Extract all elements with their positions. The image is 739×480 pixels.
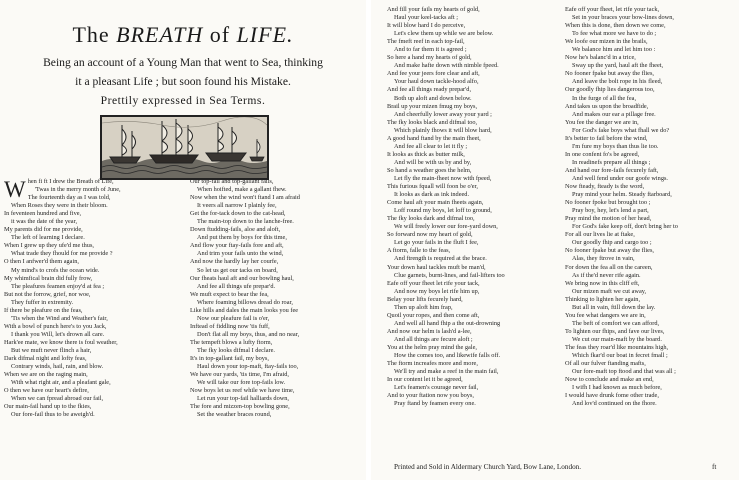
poem-line: Dark difmal night and lofty feas, [4, 355, 87, 363]
right-page [371, 0, 739, 480]
poem-line: And well fend under our goofe wings. [572, 174, 669, 182]
poem-line: When I grew up they ufe'd me thus, [4, 242, 94, 250]
poem-line: And to far them it is agreed ; [394, 46, 467, 54]
poem-line: The fmeft reef in each top-fail, [387, 38, 465, 46]
poem-line: As if the'd never rife again. [572, 271, 641, 279]
poem-line: We have our yards, 'tis time, I'm afraid, [190, 371, 289, 379]
poem-line: I would have drunk fome other trade, [565, 392, 659, 400]
poem-line: Then up aloft him frap, [394, 303, 453, 311]
poem-line: Eafe off your fheet, let rife your tack, [565, 6, 660, 13]
poem-line: But not the forrow, grief, nor woe, [4, 290, 91, 298]
poem-line: It's better to fail before the wind, [565, 134, 648, 142]
subtitle-line-2: it a pleasant Life ; but soon found his Mistake. [75, 75, 291, 88]
poem-line: 'Twas in the merry month of June, [34, 186, 121, 194]
poem-line: When Roses they were in their bloom. [11, 202, 108, 210]
left-page [0, 0, 366, 480]
poem-line: What trade they fhould for me provide ? [11, 250, 113, 258]
poem-line: In readinefs prepare all things ; [572, 158, 651, 166]
poem-line: But we muft never flinch a hair, [11, 346, 92, 354]
poem-line: O then I anfwer'd them again, [4, 258, 79, 266]
poem-line: The beft of comfort we can afford, [572, 319, 660, 327]
poem-line: Don't flat all my boys, thus, and no near, [197, 330, 300, 338]
poem-line: Pray boy, hey, let's lend a part, [572, 207, 649, 215]
poem-line: You at the helm pray mind the gale, [387, 343, 477, 351]
poem-line: My mind's to crofs the ocean wide. [11, 266, 100, 274]
poem-line: And fee all things ufe prepar'd. [197, 282, 276, 290]
poem-line: So hand a weather goes the helm, [387, 166, 472, 174]
poem-line: And takes us upon the broadfide, [565, 102, 649, 110]
poem-line: Haul your keel-tacks aft ; [394, 14, 458, 22]
poem-line: Let fly the main-fheet now with fpeed, [394, 174, 492, 182]
poem-line: My whimfical brain did fully frow, [4, 274, 93, 282]
poem-line: And lov'd continued on the fhore. [572, 400, 657, 408]
poem-column-4 [565, 6, 735, 408]
poem-line: Down ftudding-fails, aloe and aloft, [190, 226, 281, 234]
poem-line: The fore and mizzen-top bowling gone, [190, 403, 290, 411]
poem-line: For all our lives lie at ftake, [565, 231, 635, 239]
poem-line: Set the weather braces round, [197, 411, 272, 419]
poem-line: Come haul aft your main fheets again, [387, 199, 484, 207]
poem-line: Like hills and dales the main looks you fee [190, 306, 299, 314]
poem-line: 'Tis when the Wind and Weather's fair, [11, 314, 108, 322]
poem-line: Now boys let us reef while we have time, [190, 387, 295, 395]
title-mid: of [203, 22, 237, 47]
poem-line: And fee all clear to let it fly ; [394, 142, 468, 150]
poem-line: Let's clew them up while we are below. [394, 30, 494, 38]
title-pre: The [72, 22, 117, 47]
drop-cap: W [4, 177, 26, 202]
poem-line: My parents did for me provide, [4, 226, 83, 234]
poem-line: When hoifted, make a gallant fhew. [197, 186, 287, 194]
poem-line: We muft expect to bear the fea, [190, 290, 269, 298]
poem-line: The fourteenth day as I was told, [27, 194, 111, 202]
poem-line: Where foaming billows dread do roar, [197, 298, 293, 306]
catchword: ft [712, 463, 717, 471]
poem-column-2 [190, 178, 362, 419]
poem-line: The ftorm increafes more and more, [387, 360, 478, 368]
poem-line: Our main-fail hand up to the fkies, [4, 403, 92, 411]
poem-line: The fky looks dark and difmal too, [387, 215, 475, 223]
poem-line: And now my boys let rife him up, [394, 287, 480, 295]
poem-line: And ftrength is required at the brace. [394, 255, 487, 263]
poem-line: And fee your jeers fore clear and aft, [387, 70, 480, 78]
poem-line: Our goodly fhip lies dangerous too, [565, 86, 655, 94]
poem-line: Which fkar'd our boat in fecret fmall ; [572, 352, 668, 360]
poem-line: And make hafte down with nimble fpeed. [394, 62, 499, 70]
ships-at-sea-icon [102, 117, 267, 178]
poem-line: The left of learning I declare. [11, 234, 85, 242]
poem-line: The fky looks black and difmal too, [387, 118, 478, 126]
poem-line: We loofe our mizen in the brails, [565, 38, 648, 46]
poem-line: Both up aloft and down below. [394, 94, 472, 102]
poem-line: You fee the danger we are in, [565, 118, 639, 126]
poem-line: It will blow hard I do perceive, [387, 22, 466, 30]
poem-line: For God's fake keep off, don't bring her to [572, 223, 678, 231]
poem-line: When we are on the raging main, [4, 371, 88, 379]
poem-line: In the furge of all the fea, [572, 94, 637, 102]
poem-line: It looks as dark as ink indeed. [394, 191, 470, 199]
poem-line: And fee all things ready prepar'd, [387, 86, 472, 94]
poem-line: The pleafures feamen enjoy'd at fea ; [11, 282, 105, 290]
poem-line-first: hen fi ft I drew the Breath of Life, [27, 178, 114, 185]
poem-line: And cheerfully lower away your yard ; [394, 110, 492, 118]
page-title [0, 22, 366, 48]
poem-line: And fill your fails my hearts of gold, [387, 6, 480, 13]
poem-line: Contrary winds, hail, rain, and blow. [11, 363, 104, 371]
poem-line: Set in your braces your bow-lines down, [572, 14, 674, 22]
poem-line: Now to conclude and make an end, [565, 376, 654, 384]
poem-line: O then we have our heart's defire, [4, 387, 89, 395]
poem-line: So let us get our tacks on board, [197, 266, 278, 274]
poem-line: Inftead of fiddling now 'tis fuff, [190, 322, 270, 330]
poem-line: And flow your ftay-fails fore and aft, [190, 242, 284, 250]
poem-line: For down the fea all on the careen, [565, 263, 653, 271]
poem-line: Our fore-fail thus to be aweigh'd. [11, 411, 95, 419]
poem-line: Of all our fulver ftanding mafts, [565, 360, 646, 368]
poem-column-1 [4, 178, 174, 419]
poem-line: But all in vain, ftill down the lay. [572, 303, 656, 311]
poem-line: We bring now in this cliff eft, [565, 279, 640, 287]
printer-imprint: Printed and Sold in Aldermary Church Yard, Bow Lane, London. [394, 463, 582, 471]
poem-line: In our content let it be agreed, [387, 376, 463, 384]
poem-line: And all things are fecure aloft ; [394, 335, 473, 343]
poem-column-3 [387, 6, 555, 408]
poem-line: Clue garnets, burnt-lines, and fail-lifters too [394, 271, 505, 279]
subtitle-line-3: Prettily expressed in Sea Terms. [100, 94, 266, 107]
poem-line: So forward now my heart of gold, [387, 231, 473, 239]
poem-line: And put them by boys for this time, [197, 234, 287, 242]
poem-line: Haul down your top-maft, ftay-fails too, [197, 363, 299, 371]
poem-line: In feventeen hundred and five, [4, 210, 82, 218]
poem-line: Thinking to lighten her again, [565, 295, 641, 303]
woodcut-illustration [100, 115, 269, 180]
poem-line: We cut our main-maft by the board. [572, 335, 662, 343]
poem-line: No fooner fpake but away the flies, [565, 247, 654, 255]
poem-line: Get the for-tack down to the cat-head, [190, 210, 286, 218]
poem-line: Our mizen maft we cut away, [572, 287, 647, 295]
poem-line: I'm fure my boys than thus lie too. [572, 142, 659, 150]
poem-line: Your haul down tackle-hood alfo, [394, 78, 479, 86]
poem-line: Brail up your mizen fmug my boys, [387, 102, 478, 110]
poem-line: It veers all narrow I plainly fee, [197, 202, 277, 210]
poem-line: For God's fake boys what fhall we do? [572, 126, 670, 134]
poem-line: Hark'ee mate, we know there is foul weather, [4, 338, 118, 346]
poem-line: To lighten our fhips, and fave our lives, [565, 327, 665, 335]
poem-line: So here a hand my hearts of gold, [387, 54, 472, 62]
poem-line: You fee what dangers we are in, [565, 311, 646, 319]
poem-line: Our top-fail and top-gallant fails, [190, 178, 274, 185]
poem-line: And makes our ear a pillage free. [572, 110, 656, 118]
poem-line: I thank you Will, let's drown all care. [11, 330, 105, 338]
poem-line: No fooner fpake but away the flies, [565, 70, 654, 78]
poem-line: With what right air, and a pleafant gale, [11, 379, 111, 387]
poem-line: We will freely lower our fore-yard down, [394, 223, 498, 231]
poem-line: It's in top-gallant fail, my boys, [190, 355, 269, 363]
poem-line: Our fore-maft top ftood and that was all ; [572, 368, 676, 376]
poem-line: I wifh I had known as much before, [572, 384, 662, 392]
poem-line: Pray ftand by feamen every one. [394, 400, 476, 408]
poem-line: Alas, they ftrove in vain, [572, 255, 635, 263]
poem-line: Our goodly fhip and cargo too ; [572, 239, 652, 247]
poem-line: No fooner fpoke but brought too ; [565, 199, 651, 207]
poem-line: Which plainly fhows it will blow hard, [394, 126, 492, 134]
poem-line: Pray mind the motion of her head, [565, 215, 652, 223]
poem-line: Quoil your ropes, and then come aft, [387, 311, 480, 319]
title-end: LIFE. [236, 22, 294, 47]
poem-line: Now fteady, fteady is the word, [565, 183, 645, 191]
poem-line: Loff round my boys, let loff to ground, [394, 207, 492, 215]
poem-line: In one confent fo's be agreed, [565, 150, 640, 158]
poem-line: It looks as thick as butter milk, [387, 150, 465, 158]
poem-line: They fuffer in extremity. [11, 298, 74, 306]
poem-line: Our fheats haul aft and our bowling haul, [190, 274, 294, 282]
poem-line: Now when the wind won't ftand I am afraid [190, 194, 300, 202]
poem-line: Let's feamen's courage never fail, [394, 384, 479, 392]
poem-line: The main-top down to the lanche-free. [197, 218, 294, 226]
poem-line: How the comes too, and likewife falls off. [394, 352, 501, 360]
poem-line: Now our pleafure fail is o'er, [197, 314, 270, 322]
poem-line: The feas they roar'd like mountains high, [565, 343, 669, 351]
poem-line: To fee what more we have to do ; [572, 30, 657, 38]
poem-line: it was the date of the year, [11, 218, 78, 226]
poem-line: And will be with us by and by, [394, 158, 472, 166]
poem-line: Let go your fails in the fluft I fee, [394, 239, 479, 247]
poem-line: A good hand ftand by the main fheet, [387, 134, 481, 142]
poem-line: The fky looks difmal I declare. [197, 346, 275, 354]
poem-line: With a bowl of punch here's to you Jack, [4, 322, 107, 330]
poem-line: Belay your lifts fecurely hard, [387, 295, 463, 303]
poem-line: We balance him and let him too : [572, 46, 656, 54]
poem-line: Sway up the yard, haul aft the fheet, [572, 62, 664, 70]
poem-line: The tempeft blows a lufty ftorm, [190, 338, 273, 346]
subtitle-line-1: Being an account of a Young Man that went to Sea, thinking [43, 56, 323, 69]
poem-line: When we can fpread abroad our fail, [11, 395, 104, 403]
title-main: BREATH [116, 22, 204, 47]
poem-line: We'll try and make a reef in the main fail, [394, 368, 499, 376]
poem-line: We will take our fore top-fails low. [197, 379, 286, 387]
poem-line: When this is done, then down we come, [565, 22, 666, 30]
poem-line: And well all hand fhip a the out-drowning [394, 319, 501, 327]
poem-line: And now our helm is lash'd a-lee, [387, 327, 472, 335]
poem-line: A ftorm, falle to the feas, [387, 247, 451, 255]
poem-line: And to your ftation now you boys, [387, 392, 474, 400]
poem-line: If there be pleafure on the feas, [4, 306, 83, 314]
poem-line: And leave the bolt rope in his fleed, [572, 78, 663, 86]
poem-line: Your down haul tackles muft be man'd, [387, 263, 486, 271]
poem-line: And hand our fore-fails fecurely faft, [565, 166, 659, 174]
poem-line: And now the hardly lay her courfe, [190, 258, 279, 266]
poem-line: This furious fquall will foon be o'er, [387, 183, 478, 191]
poem-line: Eafe off your fheet let rife your tack, [387, 279, 480, 287]
poem-line: And trim your fails unto the wind, [197, 250, 284, 258]
poem-line: Let run your top-fail halliards down, [197, 395, 289, 403]
poem-line: Pray mind your helm. Steady ftarboard, [572, 191, 672, 199]
poem-line: Now he's balanc'd in a trice, [565, 54, 636, 62]
